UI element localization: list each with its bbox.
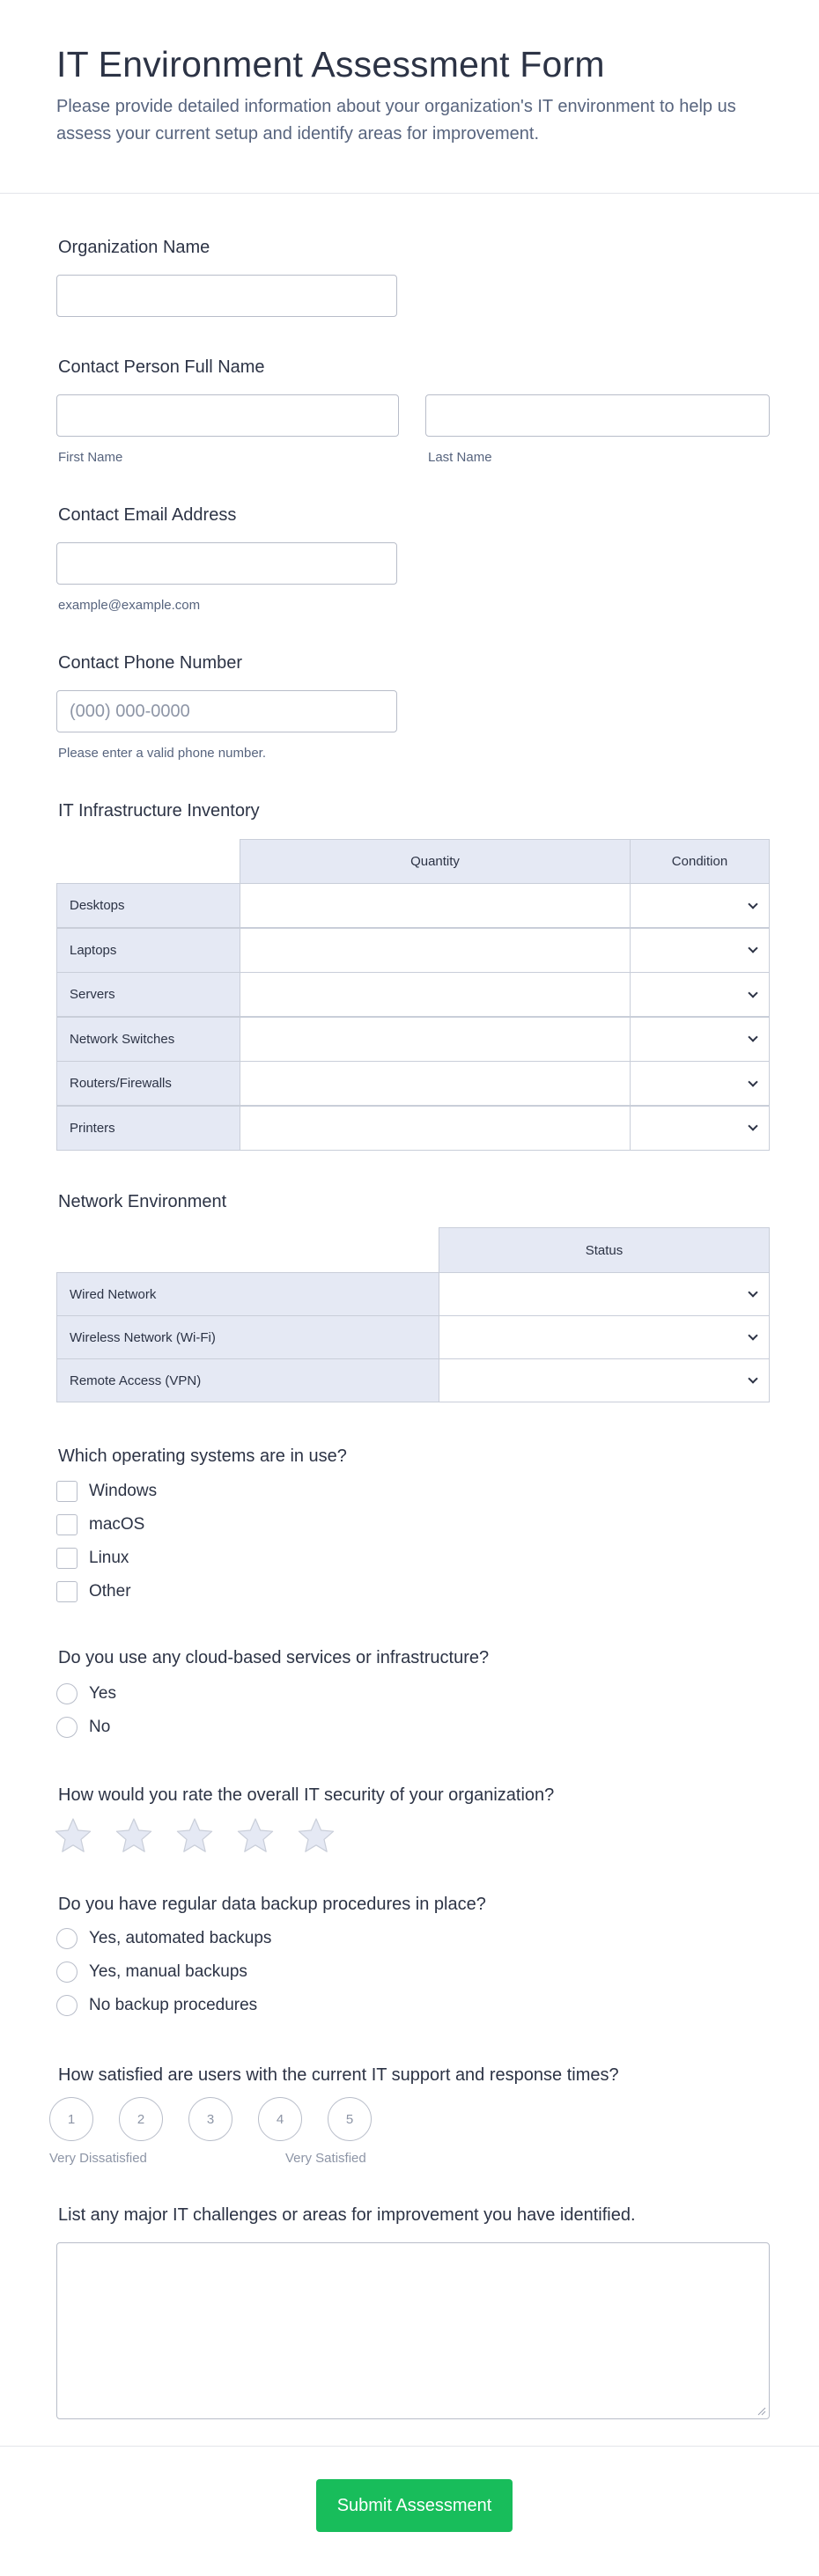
inventory-row-label: Network Switches: [56, 1017, 240, 1062]
os-checkbox[interactable]: [56, 1514, 77, 1535]
cloud-radio[interactable]: [56, 1683, 77, 1704]
resize-handle-icon[interactable]: [757, 2407, 766, 2416]
star-rating-icon[interactable]: [297, 1816, 336, 1855]
backup-option-label[interactable]: No backup procedures: [89, 1996, 258, 2014]
condition-select[interactable]: [630, 1061, 770, 1106]
chevron-down-icon: [748, 899, 757, 909]
inventory-row-label: Printers: [56, 1106, 240, 1151]
status-select[interactable]: [439, 1272, 770, 1316]
scale-high-label: Very Satisfied: [285, 2151, 366, 2166]
condition-select[interactable]: [630, 1017, 770, 1062]
phone-input[interactable]: [56, 690, 397, 732]
first-name-sublabel: First Name: [58, 450, 123, 465]
inventory-label: IT Infrastructure Inventory: [58, 801, 260, 821]
inventory-row-label: Desktops: [56, 883, 240, 928]
quantity-input[interactable]: [240, 928, 631, 973]
security-label: How would you rate the overall IT security of your organization?: [58, 1785, 555, 1805]
os-option-label[interactable]: macOS: [89, 1515, 145, 1534]
status-select[interactable]: [439, 1315, 770, 1359]
network-row-label: Wired Network: [56, 1272, 439, 1316]
last-name-input[interactable]: [425, 394, 770, 437]
challenges-textarea[interactable]: [56, 2242, 770, 2419]
os-label: Which operating systems are in use?: [58, 1446, 347, 1466]
chevron-down-icon: [748, 1373, 757, 1383]
backup-label: Do you have regular data backup procedures in place?: [58, 1895, 486, 1914]
quantity-input[interactable]: [240, 1061, 631, 1106]
inventory-row-label: Servers: [56, 972, 240, 1017]
os-option-label[interactable]: Linux: [89, 1549, 129, 1567]
quantity-input[interactable]: [240, 972, 631, 1017]
backup-radio[interactable]: [56, 1928, 77, 1949]
os-checkbox[interactable]: [56, 1581, 77, 1602]
email-input[interactable]: [56, 542, 397, 585]
quantity-input[interactable]: [240, 1106, 631, 1151]
form-title: IT Environment Assessment Form: [56, 44, 605, 85]
first-name-input[interactable]: [56, 394, 399, 437]
satisfaction-scale-option[interactable]: 5: [328, 2097, 372, 2141]
inventory-row-label: Laptops: [56, 928, 240, 973]
chevron-down-icon: [748, 1032, 757, 1041]
org-name-input[interactable]: [56, 275, 397, 317]
challenges-label: List any major IT challenges or areas for improvement you have identified.: [58, 2205, 636, 2225]
backup-option-label[interactable]: Yes, automated backups: [89, 1929, 272, 1947]
os-option-label[interactable]: Other: [89, 1582, 131, 1601]
footer-divider: [0, 2446, 819, 2447]
network-row-label: Remote Access (VPN): [56, 1358, 439, 1402]
star-rating-icon[interactable]: [236, 1816, 275, 1855]
quantity-input[interactable]: [240, 1017, 631, 1062]
network-col-status: Status: [439, 1227, 770, 1273]
form-header: [0, 0, 819, 194]
os-checkbox[interactable]: [56, 1548, 77, 1569]
scale-low-label: Very Dissatisfied: [49, 2151, 147, 2166]
os-option-label[interactable]: Windows: [89, 1482, 158, 1500]
satisfaction-label: How satisfied are users with the current IT support and response times?: [58, 2065, 619, 2085]
star-rating-icon[interactable]: [175, 1816, 214, 1855]
condition-select[interactable]: [630, 883, 770, 928]
condition-select[interactable]: [630, 972, 770, 1017]
network-row-label: Wireless Network (Wi-Fi): [56, 1315, 439, 1359]
cloud-option-label[interactable]: Yes: [89, 1684, 116, 1703]
backup-radio[interactable]: [56, 1995, 77, 2016]
chevron-down-icon: [748, 1330, 757, 1340]
star-rating-icon[interactable]: [114, 1816, 153, 1855]
satisfaction-scale-option[interactable]: 1: [49, 2097, 93, 2141]
last-name-sublabel: Last Name: [428, 450, 492, 465]
chevron-down-icon: [748, 943, 757, 953]
cloud-radio[interactable]: [56, 1717, 77, 1738]
email-hint: example@example.com: [58, 598, 201, 613]
contact-name-label: Contact Person Full Name: [58, 357, 265, 377]
org-name-label: Organization Name: [58, 238, 210, 257]
chevron-down-icon: [748, 1077, 757, 1086]
satisfaction-scale-option[interactable]: 4: [258, 2097, 302, 2141]
phone-hint: Please enter a valid phone number.: [58, 746, 266, 761]
cloud-label: Do you use any cloud-based services or infrastructure?: [58, 1648, 490, 1667]
email-label: Contact Email Address: [58, 505, 237, 525]
network-label: Network Environment: [58, 1192, 227, 1211]
backup-radio[interactable]: [56, 1961, 77, 1983]
satisfaction-scale-option[interactable]: 3: [188, 2097, 232, 2141]
backup-option-label[interactable]: Yes, manual backups: [89, 1962, 247, 1981]
form-subtitle: Please provide detailed information about your organization's IT environment to help us assess your current setup and identify areas for improvement.: [56, 97, 736, 144]
inventory-col-quantity: Quantity: [240, 839, 631, 884]
chevron-down-icon: [748, 1287, 757, 1297]
cloud-option-label[interactable]: No: [89, 1718, 111, 1736]
star-rating-icon[interactable]: [54, 1816, 92, 1855]
condition-select[interactable]: [630, 1106, 770, 1151]
inventory-row-label: Routers/Firewalls: [56, 1061, 240, 1106]
condition-select[interactable]: [630, 928, 770, 973]
satisfaction-scale-option[interactable]: 2: [119, 2097, 163, 2141]
chevron-down-icon: [748, 988, 757, 997]
os-checkbox[interactable]: [56, 1481, 77, 1502]
status-select[interactable]: [439, 1358, 770, 1402]
submit-button[interactable]: Submit Assessment: [316, 2479, 513, 2532]
chevron-down-icon: [748, 1121, 757, 1130]
inventory-col-condition: Condition: [630, 839, 770, 884]
quantity-input[interactable]: [240, 883, 631, 928]
phone-label: Contact Phone Number: [58, 653, 243, 673]
